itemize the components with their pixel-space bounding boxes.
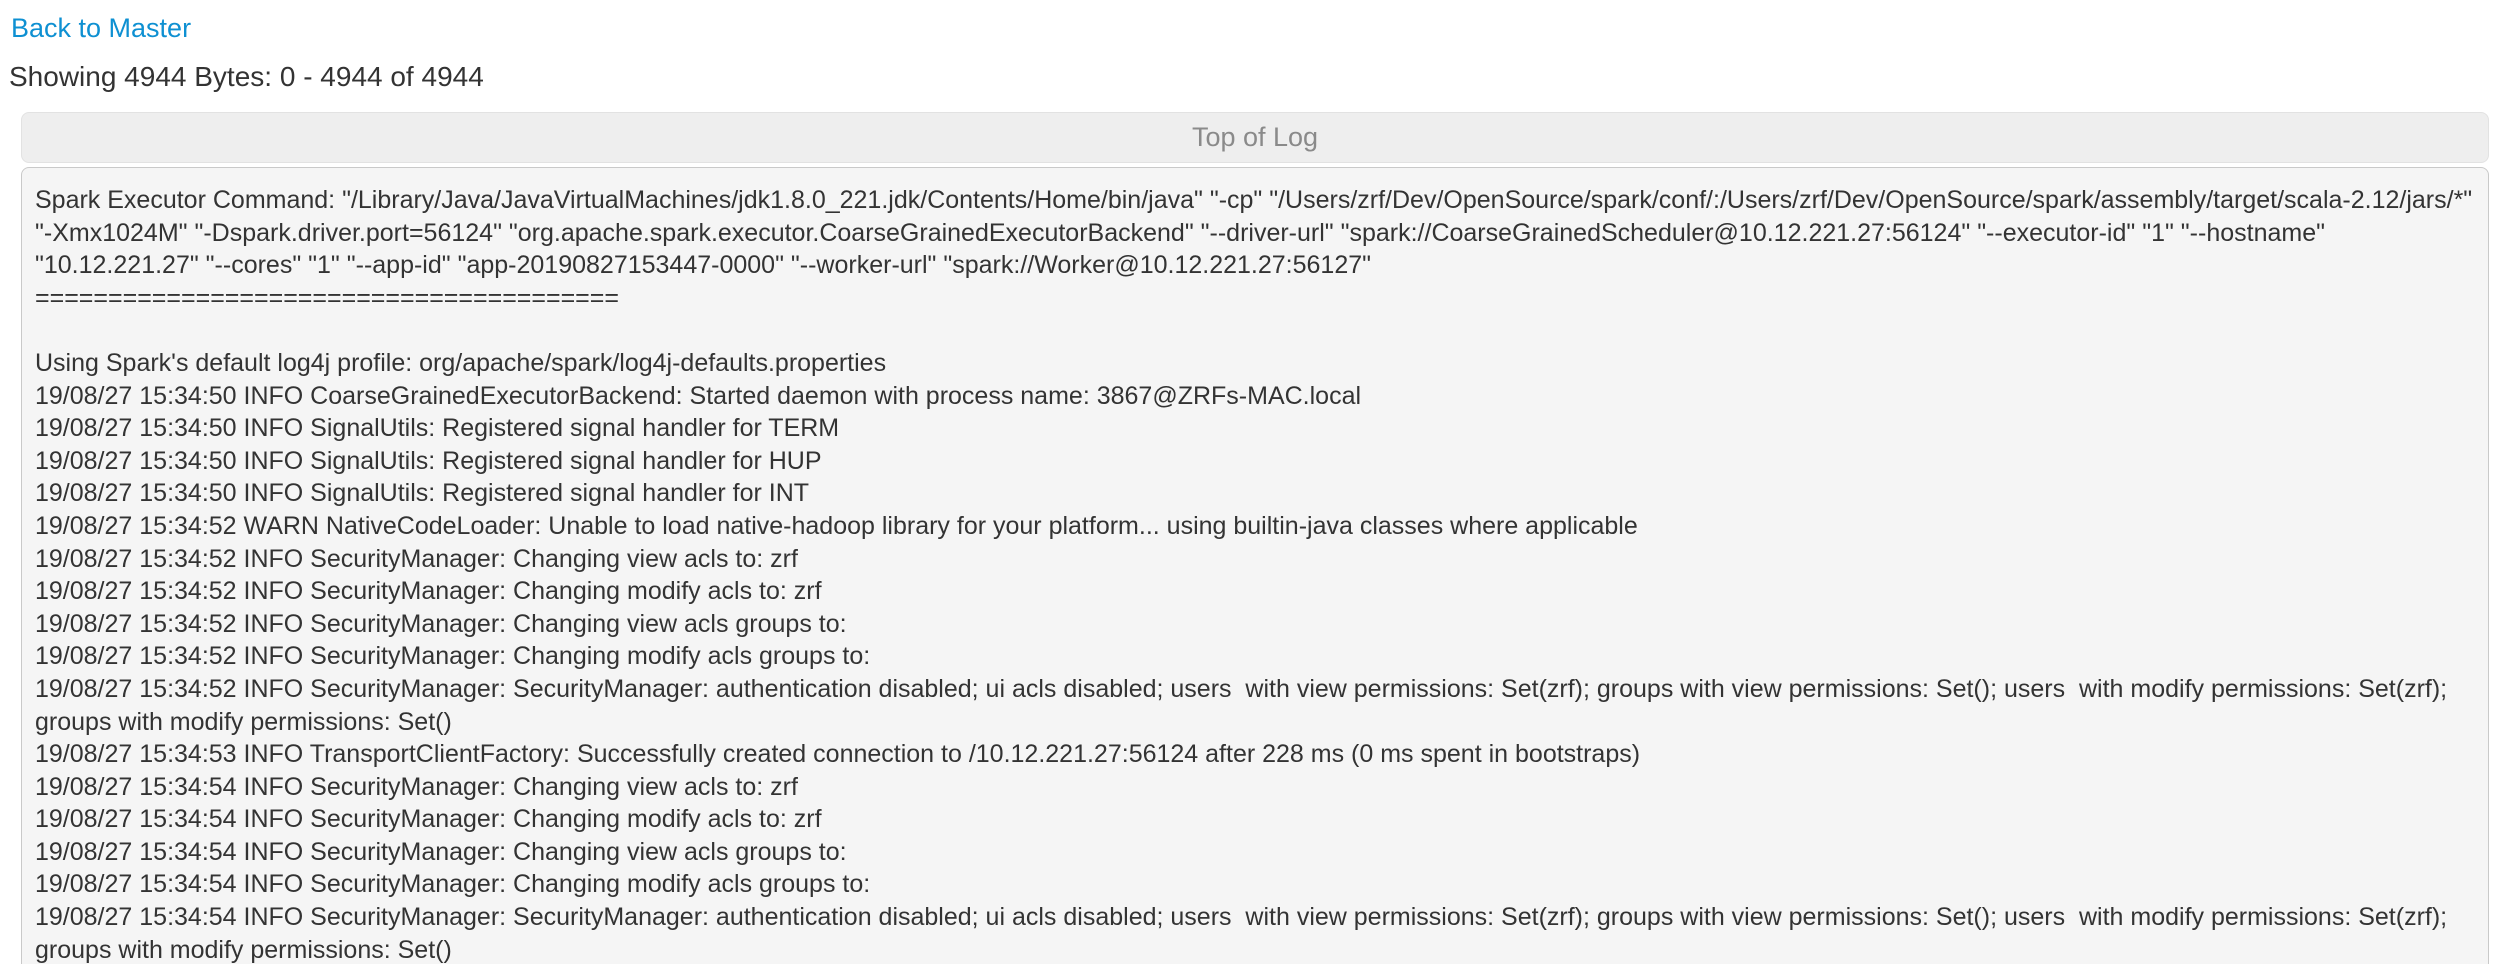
log-line: 19/08/27 15:34:53 INFO TransportClientFactory: Successfully created connection to /10.12.221.27:56124 after 228 ms (0 ms spent in bootstraps): [35, 740, 1641, 769]
log-line: 19/08/27 15:34:52 INFO SecurityManager: Changing modify acls groups to:: [35, 642, 871, 671]
back-to-master-link[interactable]: Back to Master: [11, 13, 192, 43]
back-row: [0, 0, 2510, 44]
log-line: 19/08/27 15:34:50 INFO CoarseGrainedExecutorBackend: Started daemon with process name: 3867@ZRFs-MAC.local: [35, 381, 1362, 410]
log-line: 19/08/27 15:34:54 INFO SecurityManager: Changing modify acls to: zrf: [35, 805, 822, 834]
byte-range-label: Showing 4944 Bytes: 0 - 4944 of 4944: [9, 61, 484, 92]
log-line: 19/08/27 15:34:52 WARN NativeCodeLoader: Unable to load native-hadoop library for your platform... using builtin-java classes where applicable: [35, 511, 1638, 540]
log-line: 19/08/27 15:34:54 INFO SecurityManager: Changing modify acls groups to:: [35, 870, 871, 899]
log-line: 19/08/27 15:34:52 INFO SecurityManager: Changing modify acls to: zrf: [35, 577, 822, 606]
log-line: [35, 314, 2474, 347]
log-line: 19/08/27 15:34:52 INFO SecurityManager: Changing view acls to: zrf: [35, 544, 798, 573]
log-content[interactable]: [21, 167, 2489, 964]
log-line: 19/08/27 15:34:52 INFO SecurityManager: Changing view acls groups to:: [35, 609, 847, 638]
log-line: ========================================: [35, 283, 619, 312]
log-line: Spark Executor Command: "/Library/Java/JavaVirtualMachines/jdk1.8.0_221.jdk/Contents/Home/bin/java" "-cp" "/Users/zrf/Dev/OpenSource/spark/conf/:/Users/zrf/Dev/OpenSource/spark/assembly/target/scala-2.12/jars/*" "-Xmx1024M" "-Dspark.driver.port=56124" "org.apache.spark.executor.CoarseGrainedExecutorBackend" "--driver-url" "spark://CoarseGrainedScheduler@10.12.221.27:56124" "--executor-id" "1" "--hostname" "10.12.221.27" "--cores" "1" "--app-id" "app-20190827153447-0000" "--worker-url" "spark://Worker@10.12.221.27:56127": [35, 186, 2480, 280]
log-line: 19/08/27 15:34:54 INFO SecurityManager: Changing view acls to: zrf: [35, 772, 798, 801]
log-line: Using Spark's default log4j profile: org/apache/spark/log4j-defaults.properties: [35, 348, 887, 377]
log-line: 19/08/27 15:34:50 INFO SignalUtils: Registered signal handler for HUP: [35, 446, 822, 475]
log-line: 19/08/27 15:34:50 INFO SignalUtils: Registered signal handler for INT: [35, 479, 810, 508]
top-of-log-header: Top of Log: [21, 112, 2489, 163]
log-line: 19/08/27 15:34:50 INFO SignalUtils: Registered signal handler for TERM: [35, 414, 840, 443]
log-line: 19/08/27 15:34:54 INFO SecurityManager: SecurityManager: authentication disabled; ui acls disabled; users with view permissions: Set(zrf); groups with view permissions: Set(); users with modify permissions: Set(zrf); groups with modify permissions: Set(): [35, 903, 2455, 964]
log-line: 19/08/27 15:34:52 INFO SecurityManager: SecurityManager: authentication disabled; ui acls disabled; users with view permissions: Set(zrf); groups with view permissions: Set(); users with modify permissions: Set(zrf); groups with modify permissions: Set(): [35, 674, 2455, 736]
log-line: 19/08/27 15:34:54 INFO SecurityManager: Changing view acls groups to:: [35, 837, 847, 866]
